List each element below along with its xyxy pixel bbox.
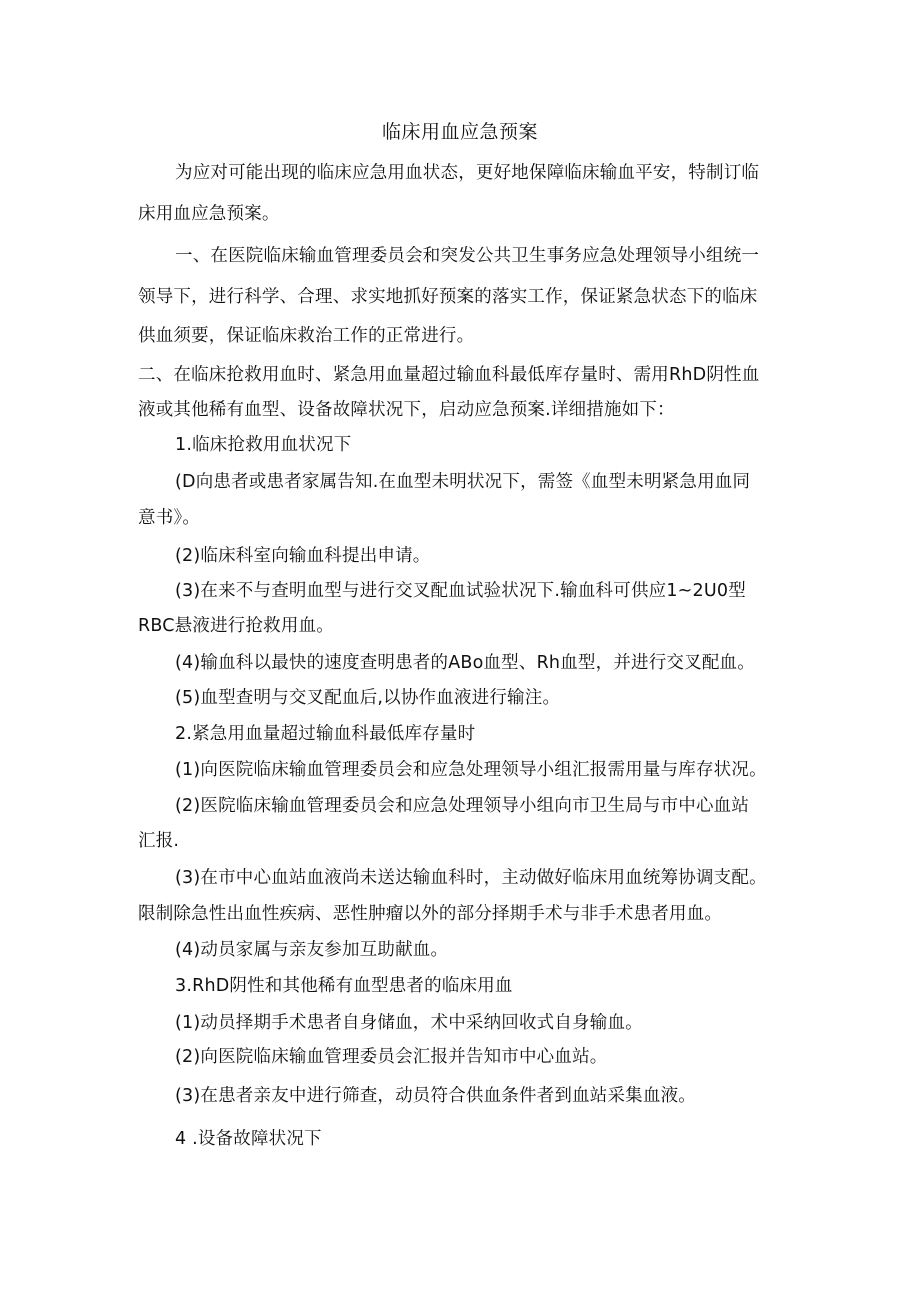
body-line: RBC悬液进行抢救用血。 [138, 616, 334, 636]
body-line: (D向患者或患者家属告知.在血型未明状况下，需签《血型未明紧急用血同 [175, 472, 751, 492]
body-line: 二、在临床抢救用血时、紧急用血量超过输血科最低库存量时、需用RhD阴性血 [138, 365, 760, 385]
body-line: (2)临床科室向输血科提出申请。 [175, 546, 431, 566]
body-line: (4)动员家属与亲友参加互助献血。 [175, 940, 449, 960]
body-line: 汇报. [138, 831, 180, 851]
body-line: 领导下，进行科学、合理、求实地抓好预案的落实工作，保证紧急状态下的临床 [138, 287, 758, 307]
body-line: 限制除急性出血性疾病、恶性肿瘤以外的部分择期手术与非手术患者用血。 [138, 904, 723, 924]
body-line: 液或其他稀有血型、设备故障状况下，启动应急预案.详细措施如下： [138, 400, 675, 420]
body-line: (1)向医院临床输血管理委员会和应急处理领导小组汇报需用量与库存状况。 [175, 760, 767, 780]
body-line: (5)血型查明与交叉配血后,以协作血液进行输注。 [175, 688, 561, 708]
body-line: (3)在患者亲友中进行筛查，动员符合供血条件者到血站采集血液。 [175, 1086, 696, 1106]
body-line: 床用血应急预案。 [138, 204, 280, 224]
section-heading: 3.RhD阴性和其他稀有血型患者的临床用血 [175, 976, 513, 996]
body-line: 为应对可能出现的临床应急用血状态，更好地保障临床输血平安，特制订临 [175, 163, 760, 183]
body-line: (2)医院临床输血管理委员会和应急处理领导小组向市卫生局与市中心血站 [175, 796, 750, 816]
section-heading: 2.紧急用血量超过输血科最低库存量时 [175, 724, 476, 744]
section-heading: 4 .设备故障状况下 [175, 1129, 322, 1149]
body-line: 意书》。 [138, 508, 201, 528]
body-line: (1)动员择期手术患者自身储血，术中采纳回收式自身输血。 [175, 1013, 643, 1033]
body-line: (2)向医院临床输血管理委员会汇报并告知市中心血站。 [175, 1047, 608, 1067]
body-line: 一、在医院临床输血管理委员会和突发公共卫生事务应急处理领导小组统一 [175, 246, 760, 266]
section-heading: 1.临床抢救用血状况下 [175, 435, 352, 455]
body-line: 供血须要，保证临床救治工作的正常进行。 [138, 326, 475, 346]
body-line: (3)在来不与查明血型与进行交叉配血试验状况下.输血科可供应1~2U0型 [175, 581, 746, 601]
page-title: 临床用血应急预案 [381, 121, 538, 143]
body-line: (3)在市中心血站血液尚未送达输血科时，主动做好临床用血统筹协调支配。 [175, 868, 767, 888]
body-line: (4)输血科以最快的速度查明患者的ABo血型、Rh血型，并进行交叉配血。 [175, 653, 755, 673]
